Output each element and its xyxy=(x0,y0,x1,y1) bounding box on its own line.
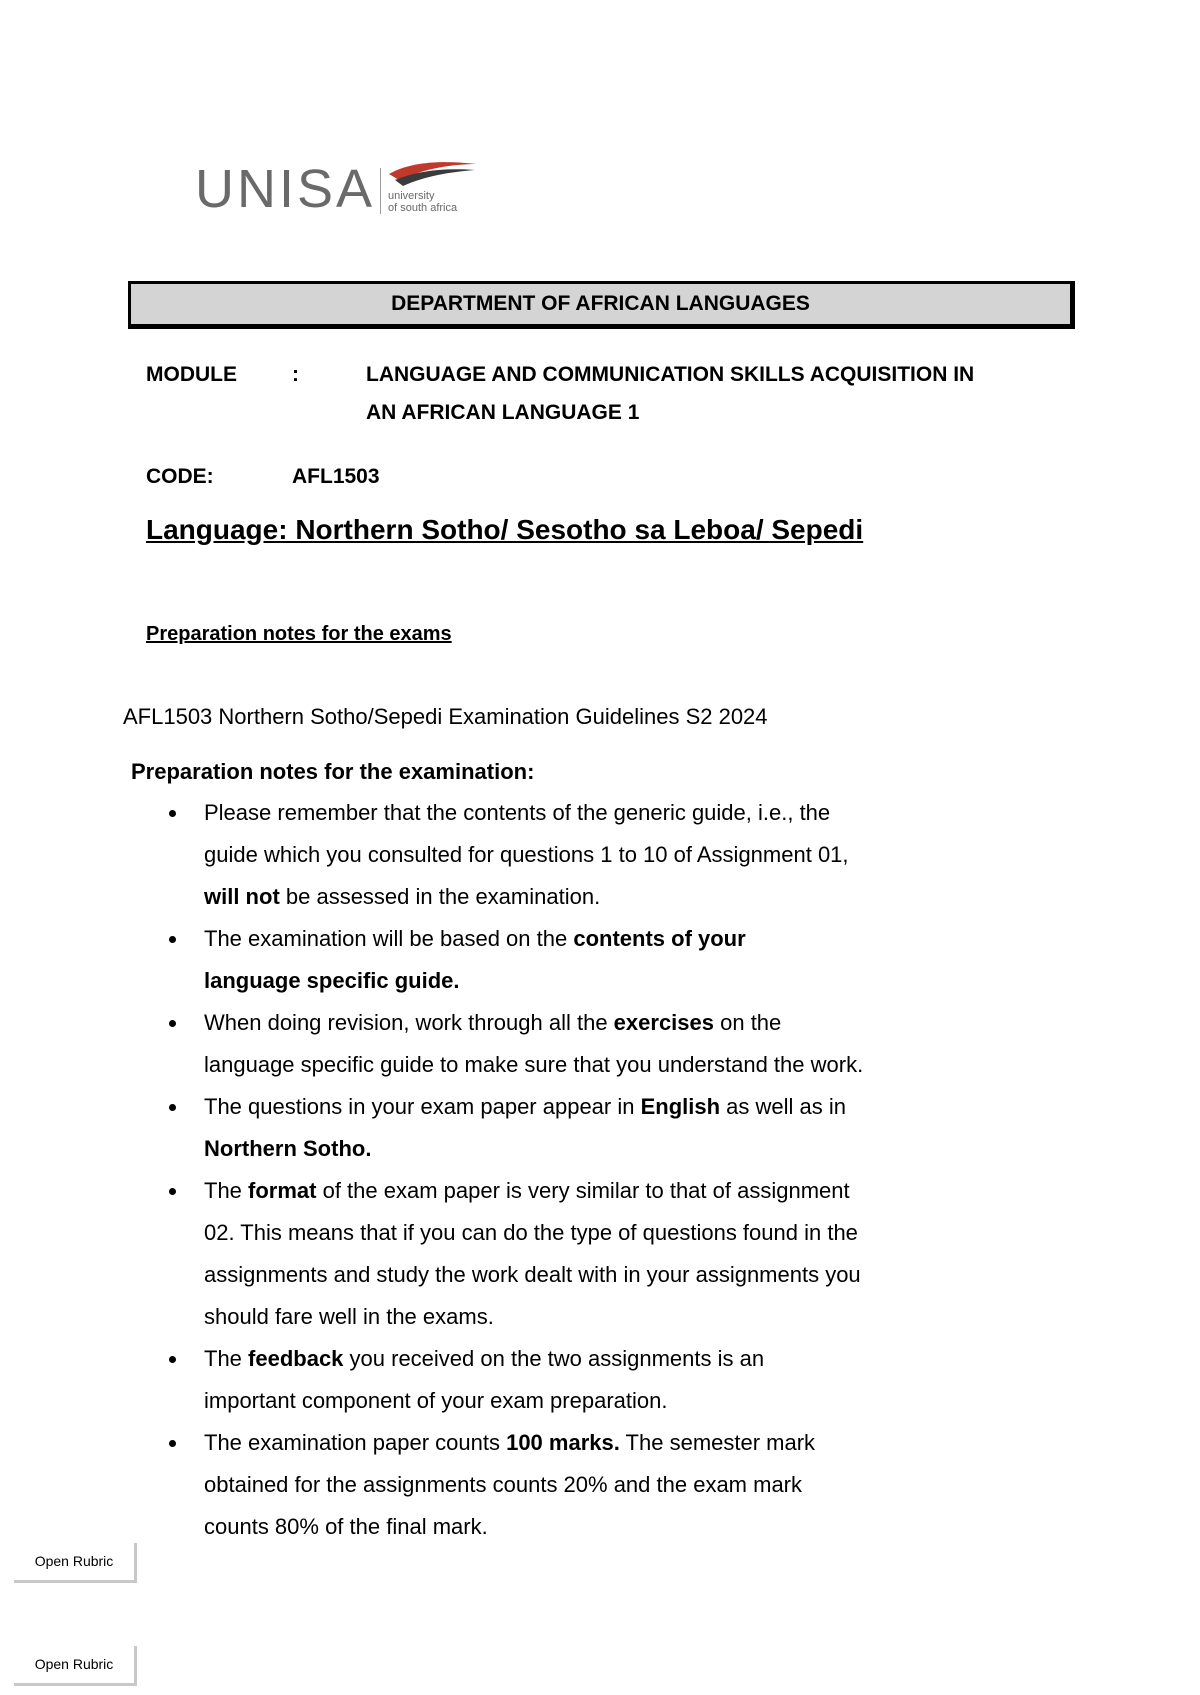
bullet-icon xyxy=(169,936,176,943)
list-item-line xyxy=(204,1170,960,1212)
list-item xyxy=(160,1170,960,1338)
prep-notes-title: Preparation notes for the exams xyxy=(146,623,452,645)
emphasis: language specific guide. xyxy=(204,968,460,993)
logo-wordmark: UNISA xyxy=(195,159,376,219)
bullet-icon xyxy=(169,1188,176,1195)
text: as well as in xyxy=(720,1094,847,1119)
emphasis: English xyxy=(640,1094,721,1119)
open-rubric-button-2[interactable]: Open Rubric xyxy=(14,1646,137,1686)
list-item-line: assignments and study the work dealt with in your assignments you xyxy=(204,1262,861,1287)
list-item-line xyxy=(204,1086,960,1128)
code-label: CODE: xyxy=(146,465,214,488)
list-item xyxy=(160,918,960,1002)
list-item-line: obtained for the assignments counts 20% and the exam mark xyxy=(204,1472,803,1497)
list-item xyxy=(160,1086,960,1170)
list-item-line xyxy=(204,918,960,960)
text: The examination will be based on the xyxy=(204,926,574,951)
logo-subtitle xyxy=(388,190,457,214)
text: The xyxy=(204,1178,249,1203)
list-item-line: counts 80% of the final mark. xyxy=(204,1514,488,1539)
emphasis: 100 marks. xyxy=(506,1430,620,1455)
text: The xyxy=(204,1346,249,1371)
logo-separator xyxy=(380,168,381,214)
text: The semester mark xyxy=(619,1430,816,1455)
list-item xyxy=(160,1338,960,1422)
bullet-icon xyxy=(169,1356,176,1363)
open-rubric-button[interactable]: Open Rubric xyxy=(14,1543,137,1583)
code-value: AFL1503 xyxy=(292,465,380,488)
list-item-line xyxy=(204,960,960,1002)
list-item-line: language specific guide to make sure that you understand the work. xyxy=(204,1052,864,1077)
emphasis: exercises xyxy=(613,1010,714,1035)
module-label: MODULE xyxy=(146,363,237,386)
module-title-line2: AN AFRICAN LANGUAGE 1 xyxy=(366,401,640,424)
unisa-logo xyxy=(195,160,480,222)
module-colon: : xyxy=(292,363,299,386)
list-item-line: important component of your exam preparation. xyxy=(204,1388,668,1413)
bullet-icon xyxy=(169,1440,176,1447)
bullet-icon xyxy=(169,810,176,817)
list-item-line xyxy=(204,1128,960,1170)
list-item-line xyxy=(204,1422,960,1464)
language-title: Language: Northern Sotho/ Sesotho sa Leboa/ Sepedi xyxy=(146,514,864,545)
text: The questions in your exam paper appear in xyxy=(204,1094,641,1119)
emphasis: will not xyxy=(204,884,280,909)
guide-title: AFL1503 Northern Sotho/Sepedi Examination Guidelines S2 2024 xyxy=(123,704,768,729)
notes-heading: Preparation notes for the examination: xyxy=(131,759,535,784)
logo-flag-icon xyxy=(385,160,480,190)
text: When doing revision, work through all the xyxy=(204,1010,614,1035)
emphasis: contents of your xyxy=(573,926,746,951)
notes-list xyxy=(160,792,960,1548)
bullet-icon xyxy=(169,1020,176,1027)
emphasis: feedback xyxy=(248,1346,344,1371)
module-title-line1: LANGUAGE AND COMMUNICATION SKILLS ACQUISITION IN xyxy=(366,363,975,386)
text: The examination paper counts xyxy=(204,1430,507,1455)
department-banner: DEPARTMENT OF AFRICAN LANGUAGES xyxy=(128,281,1075,329)
emphasis: format xyxy=(248,1178,317,1203)
logo-sub-line2: of south africa xyxy=(388,202,458,214)
list-item xyxy=(160,1422,960,1548)
text: you received on the two assignments is an xyxy=(343,1346,765,1371)
list-item xyxy=(160,1002,960,1086)
logo-sub-line1: university xyxy=(388,190,435,202)
text: on the xyxy=(714,1010,782,1035)
list-item-line: Please remember that the contents of the generic guide, i.e., the xyxy=(204,800,831,825)
list-item-line: guide which you consulted for questions 1 to 10 of Assignment 01, xyxy=(204,842,849,867)
text: be assessed in the examination. xyxy=(279,884,601,909)
text: of the exam paper is very similar to that of assignment xyxy=(316,1178,850,1203)
list-item xyxy=(160,792,960,918)
emphasis: Northern Sotho. xyxy=(204,1136,372,1161)
list-item-line xyxy=(204,876,960,918)
list-item-line: 02. This means that if you can do the type of questions found in the xyxy=(204,1220,858,1245)
list-item-line xyxy=(204,1002,960,1044)
list-item-line: should fare well in the exams. xyxy=(204,1304,494,1329)
bullet-icon xyxy=(169,1104,176,1111)
list-item-line xyxy=(204,1338,960,1380)
